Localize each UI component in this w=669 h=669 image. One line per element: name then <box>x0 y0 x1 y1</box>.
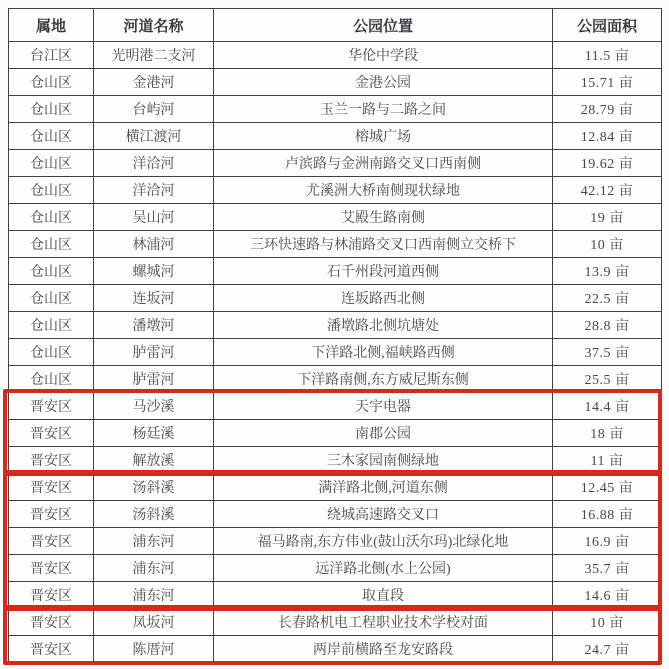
table-row <box>9 528 662 555</box>
river-park-table <box>8 8 662 663</box>
cell-park-location: 尤溪洲大桥南侧现状绿地 <box>214 177 553 204</box>
cell-river-name: 浦东河 <box>94 582 214 609</box>
table-row <box>9 231 662 258</box>
cell-river-name: 连坂河 <box>94 285 214 312</box>
cell-park-location: 长春路机电工程职业技术学校对面 <box>214 609 553 636</box>
table-row <box>9 312 662 339</box>
table-row <box>9 96 662 123</box>
table-row <box>9 69 662 96</box>
table-row <box>9 393 662 420</box>
cell-park-area: 10 亩 <box>553 609 662 636</box>
cell-park-area: 35.7 亩 <box>553 555 662 582</box>
cell-river-name: 洋洽河 <box>94 150 214 177</box>
table-row <box>9 285 662 312</box>
cell-park-location: 榕城广场 <box>214 123 553 150</box>
cell-district: 晋安区 <box>9 447 94 474</box>
cell-river-name: 胪雷河 <box>94 339 214 366</box>
cell-park-location: 取直段 <box>214 582 553 609</box>
table-row <box>9 204 662 231</box>
cell-park-location: 石千州段河道西侧 <box>214 258 553 285</box>
cell-river-name: 浦东河 <box>94 555 214 582</box>
header-cell-river-name: 河道名称 <box>94 9 214 42</box>
cell-river-name: 浦东河 <box>94 528 214 555</box>
cell-river-name: 马沙溪 <box>94 393 214 420</box>
cell-district: 晋安区 <box>9 393 94 420</box>
cell-park-location: 两岸前横路至龙安路段 <box>214 636 553 663</box>
cell-park-area: 18 亩 <box>553 420 662 447</box>
cell-park-location: 华伦中学段 <box>214 42 553 69</box>
cell-park-area: 16.9 亩 <box>553 528 662 555</box>
cell-park-area: 28.79 亩 <box>553 96 662 123</box>
cell-park-area: 10 亩 <box>553 231 662 258</box>
table-row <box>9 258 662 285</box>
cell-river-name: 胪雷河 <box>94 366 214 393</box>
cell-park-area: 28.8 亩 <box>553 312 662 339</box>
cell-park-area: 16.88 亩 <box>553 501 662 528</box>
cell-park-location: 下洋路北侧,福峡路西侧 <box>214 339 553 366</box>
cell-district: 晋安区 <box>9 501 94 528</box>
table-row <box>9 555 662 582</box>
cell-district: 仓山区 <box>9 312 94 339</box>
cell-district: 仓山区 <box>9 123 94 150</box>
table-body <box>9 42 662 663</box>
table-row <box>9 501 662 528</box>
cell-district: 晋安区 <box>9 474 94 501</box>
cell-district: 仓山区 <box>9 231 94 258</box>
cell-district: 仓山区 <box>9 177 94 204</box>
cell-park-area: 15.71 亩 <box>553 69 662 96</box>
cell-district: 晋安区 <box>9 636 94 663</box>
cell-park-area: 14.4 亩 <box>553 393 662 420</box>
cell-park-area: 37.5 亩 <box>553 339 662 366</box>
cell-park-location: 天宇电器 <box>214 393 553 420</box>
table-header-row <box>9 9 662 42</box>
cell-park-location: 满洋路北侧,河道东侧 <box>214 474 553 501</box>
cell-park-location: 金港公园 <box>214 69 553 96</box>
table-row <box>9 177 662 204</box>
cell-district: 仓山区 <box>9 366 94 393</box>
cell-park-area: 22.5 亩 <box>553 285 662 312</box>
cell-park-location: 远洋路北侧(水上公园) <box>214 555 553 582</box>
cell-park-location: 三木家园南侧绿地 <box>214 447 553 474</box>
cell-district: 仓山区 <box>9 150 94 177</box>
cell-district: 晋安区 <box>9 555 94 582</box>
table-row <box>9 447 662 474</box>
table-row <box>9 609 662 636</box>
table-row <box>9 339 662 366</box>
cell-park-area: 42.12 亩 <box>553 177 662 204</box>
cell-park-area: 11 亩 <box>553 447 662 474</box>
cell-river-name: 林浦河 <box>94 231 214 258</box>
cell-river-name: 横江渡河 <box>94 123 214 150</box>
cell-river-name: 解放溪 <box>94 447 214 474</box>
cell-park-area: 11.5 亩 <box>553 42 662 69</box>
cell-park-location: 福马路南,东方伟业(鼓山沃尔玛)北绿化地 <box>214 528 553 555</box>
cell-park-area: 25.5 亩 <box>553 366 662 393</box>
table-row <box>9 474 662 501</box>
cell-park-area: 24.7 亩 <box>553 636 662 663</box>
cell-district: 仓山区 <box>9 339 94 366</box>
cell-river-name: 吴山河 <box>94 204 214 231</box>
cell-river-name: 凤坂河 <box>94 609 214 636</box>
cell-park-location: 三环快速路与林浦路交叉口西南侧立交桥下 <box>214 231 553 258</box>
cell-park-location: 艾殿生路南侧 <box>214 204 553 231</box>
cell-river-name: 陈厝河 <box>94 636 214 663</box>
cell-park-area: 12.45 亩 <box>553 474 662 501</box>
cell-district: 晋安区 <box>9 528 94 555</box>
cell-river-name: 金港河 <box>94 69 214 96</box>
cell-park-location: 南郡公园 <box>214 420 553 447</box>
cell-river-name: 洋洽河 <box>94 177 214 204</box>
cell-park-location: 卢滨路与金洲南路交叉口西南侧 <box>214 150 553 177</box>
cell-district: 仓山区 <box>9 285 94 312</box>
cell-district: 台江区 <box>9 42 94 69</box>
cell-park-area: 12.84 亩 <box>553 123 662 150</box>
cell-river-name: 潘墩河 <box>94 312 214 339</box>
cell-district: 晋安区 <box>9 609 94 636</box>
cell-river-name: 光明港二支河 <box>94 42 214 69</box>
header-cell-park-location: 公园位置 <box>214 9 553 42</box>
table-row <box>9 150 662 177</box>
cell-river-name: 螺城河 <box>94 258 214 285</box>
table-row <box>9 123 662 150</box>
header-cell-park-area: 公园面积 <box>553 9 662 42</box>
table-row <box>9 366 662 393</box>
cell-district: 仓山区 <box>9 204 94 231</box>
cell-park-location: 绕城高速路交叉口 <box>214 501 553 528</box>
table-row <box>9 420 662 447</box>
cell-district: 仓山区 <box>9 69 94 96</box>
cell-park-area: 19.62 亩 <box>553 150 662 177</box>
cell-river-name: 台屿河 <box>94 96 214 123</box>
cell-park-area: 14.6 亩 <box>553 582 662 609</box>
cell-park-area: 19 亩 <box>553 204 662 231</box>
cell-district: 晋安区 <box>9 582 94 609</box>
table-row <box>9 636 662 663</box>
table-row <box>9 42 662 69</box>
header-cell-district: 属地 <box>9 9 94 42</box>
cell-park-location: 连坂路西北侧 <box>214 285 553 312</box>
cell-river-name: 汤斜溪 <box>94 501 214 528</box>
cell-district: 仓山区 <box>9 96 94 123</box>
cell-district: 晋安区 <box>9 420 94 447</box>
cell-river-name: 汤斜溪 <box>94 474 214 501</box>
cell-park-location: 玉兰一路与二路之间 <box>214 96 553 123</box>
cell-district: 仓山区 <box>9 258 94 285</box>
cell-park-location: 下洋路南侧,东方威尼斯东侧 <box>214 366 553 393</box>
cell-park-area: 13.9 亩 <box>553 258 662 285</box>
table-row <box>9 582 662 609</box>
cell-river-name: 杨廷溪 <box>94 420 214 447</box>
cell-park-location: 潘墩路北侧坑塘处 <box>214 312 553 339</box>
